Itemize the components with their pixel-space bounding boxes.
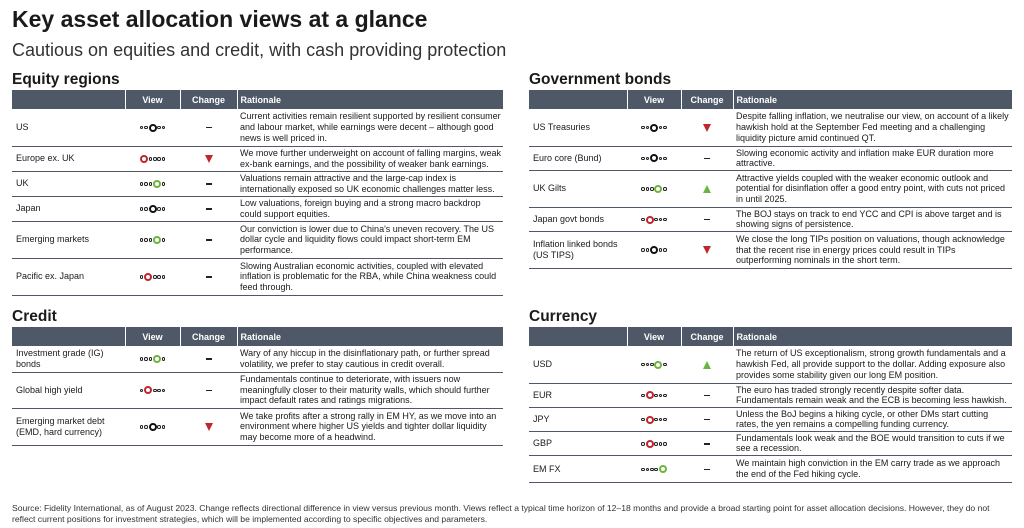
asset-name: USD bbox=[529, 346, 627, 383]
rationale-text: The euro has traded strongly recently despite softer data. Fundamentals remain weak and the ECB is becoming less hawkish. bbox=[733, 383, 1012, 407]
table-row bbox=[12, 346, 503, 372]
view-scale-icon bbox=[139, 273, 165, 281]
view-dot bbox=[646, 468, 650, 472]
view-dot bbox=[663, 442, 667, 446]
section-heading: Credit bbox=[12, 308, 57, 325]
table-row bbox=[529, 456, 1012, 483]
dash-icon bbox=[206, 239, 212, 241]
source-footnote: Source: Fidelity International, as of August 2023. Change reflects directional difference in view versus previous month. Views reflect a typical time horizon of 12–18 months and provide a broad starting point for asset allocation decisions. However, they do not reflect current positions for investment strategies, which will be implemented according to specific objectives and parameters. bbox=[12, 503, 990, 524]
view-active-dot bbox=[149, 205, 157, 213]
view-dot bbox=[646, 126, 650, 130]
view-dot bbox=[650, 363, 654, 367]
view-active-dot bbox=[646, 391, 654, 399]
view-dot bbox=[654, 218, 658, 222]
arrow-up-icon bbox=[703, 185, 711, 193]
col-header-rationale: Rationale bbox=[733, 90, 1012, 109]
view-dot bbox=[654, 468, 658, 472]
view-cell bbox=[627, 231, 681, 268]
table-row bbox=[529, 109, 1012, 146]
arrow-up-icon bbox=[703, 361, 711, 369]
view-dot bbox=[650, 187, 654, 191]
view-dot bbox=[641, 363, 645, 367]
rationale-text: Fundamentals continue to deteriorate, with issuers now meaningfully closer to their maturity walls, which should further impact default rates and ratings migrations. bbox=[237, 372, 503, 408]
col-header-blank bbox=[12, 90, 125, 109]
view-dot bbox=[140, 182, 144, 186]
arrow-down-icon bbox=[703, 124, 711, 132]
view-dot bbox=[641, 218, 645, 222]
asset-name: Emerging market debt (EMD, hard currency) bbox=[12, 408, 125, 445]
dash-icon bbox=[206, 208, 212, 210]
view-active-dot bbox=[149, 124, 157, 132]
table-row bbox=[12, 372, 503, 408]
view-dot bbox=[663, 157, 667, 161]
arrow-down-icon bbox=[703, 246, 711, 254]
col-header-view: View bbox=[627, 90, 681, 109]
view-dot bbox=[659, 126, 663, 130]
view-dot bbox=[663, 248, 667, 252]
view-dot bbox=[162, 238, 166, 242]
dash-icon bbox=[704, 219, 710, 221]
view-active-dot bbox=[140, 155, 148, 163]
change-cell bbox=[180, 346, 237, 372]
view-dot bbox=[153, 157, 157, 161]
col-header-change: Change bbox=[681, 327, 733, 346]
table-row bbox=[529, 407, 1012, 431]
asset-name: Emerging markets bbox=[12, 221, 125, 258]
view-dot bbox=[149, 357, 153, 361]
view-dot bbox=[162, 182, 166, 186]
view-scale-icon bbox=[139, 423, 165, 431]
view-active-dot bbox=[659, 465, 667, 473]
view-dot bbox=[153, 275, 157, 279]
view-active-dot bbox=[153, 180, 161, 188]
view-active-dot bbox=[654, 361, 662, 369]
dash-icon bbox=[704, 469, 710, 471]
col-header-rationale: Rationale bbox=[237, 90, 503, 109]
table-row bbox=[529, 207, 1012, 231]
view-dot bbox=[646, 157, 650, 161]
change-cell bbox=[180, 258, 237, 295]
view-dot bbox=[641, 442, 645, 446]
view-cell bbox=[627, 170, 681, 207]
col-header-change: Change bbox=[681, 90, 733, 109]
views-table bbox=[529, 90, 1012, 269]
rationale-text: Wary of any hiccup in the disinflationary path, or further spread volatility, we prefer to stay cautious in credit overall. bbox=[237, 346, 503, 372]
change-cell bbox=[681, 231, 733, 268]
dash-icon bbox=[206, 276, 212, 278]
view-dot bbox=[140, 238, 144, 242]
view-dot bbox=[162, 157, 166, 161]
arrow-down-icon bbox=[205, 423, 213, 431]
view-scale-icon bbox=[641, 154, 667, 162]
section-heading: Currency bbox=[529, 308, 598, 325]
view-dot bbox=[659, 394, 663, 398]
view-dot bbox=[641, 187, 645, 191]
view-scale-icon bbox=[139, 124, 165, 132]
dash-icon bbox=[206, 127, 212, 129]
col-header-blank bbox=[529, 327, 627, 346]
section-heading: Government bonds bbox=[529, 71, 672, 88]
view-dot bbox=[157, 207, 161, 211]
change-cell bbox=[681, 456, 733, 483]
view-dot bbox=[659, 218, 663, 222]
col-header-view: View bbox=[125, 327, 180, 346]
change-cell bbox=[681, 109, 733, 146]
view-cell bbox=[125, 221, 180, 258]
change-cell bbox=[180, 109, 237, 146]
dash-icon bbox=[206, 390, 212, 392]
view-cell bbox=[627, 207, 681, 231]
view-dot bbox=[646, 187, 650, 191]
view-dot bbox=[144, 126, 148, 130]
view-cell bbox=[627, 109, 681, 146]
rationale-text: Attractive yields coupled with the weaker economic outlook and potential for disinflation offer a good entry point, with cuts not priced in until 2025. bbox=[733, 170, 1012, 207]
col-header-rationale: Rationale bbox=[237, 327, 503, 346]
change-cell bbox=[180, 171, 237, 196]
change-cell bbox=[681, 383, 733, 407]
view-dot bbox=[654, 394, 658, 398]
section-heading: Equity regions bbox=[12, 71, 120, 88]
view-cell bbox=[125, 196, 180, 221]
view-cell bbox=[125, 109, 180, 146]
view-dot bbox=[140, 425, 144, 429]
view-cell bbox=[627, 346, 681, 383]
view-scale-icon bbox=[641, 361, 667, 369]
rationale-text: Slowing Australian economic activities, coupled with elevated inflation is problematic for the RBA, while China weakness could feed through. bbox=[237, 258, 503, 295]
view-dot bbox=[663, 394, 667, 398]
view-cell bbox=[125, 146, 180, 171]
table-row bbox=[12, 196, 503, 221]
view-dot bbox=[641, 157, 645, 161]
view-scale-icon bbox=[641, 416, 667, 424]
asset-name: Global high yield bbox=[12, 372, 125, 408]
dash-icon bbox=[206, 183, 212, 185]
view-dot bbox=[140, 357, 144, 361]
col-header-view: View bbox=[125, 90, 180, 109]
rationale-text: The return of US exceptionalism, strong growth fundamentals and a hawkish Fed, all provide support to the dollar. Adding exposure also provides some stability given our long EM position. bbox=[733, 346, 1012, 383]
view-scale-icon bbox=[139, 205, 165, 213]
view-dot bbox=[663, 363, 667, 367]
table-row bbox=[529, 383, 1012, 407]
view-dot bbox=[157, 389, 161, 393]
col-header-blank bbox=[529, 90, 627, 109]
view-dot bbox=[659, 442, 663, 446]
view-cell bbox=[627, 383, 681, 407]
view-dot bbox=[654, 442, 658, 446]
view-dot bbox=[663, 418, 667, 422]
view-dot bbox=[140, 126, 144, 130]
change-cell bbox=[681, 170, 733, 207]
asset-name: Inflation linked bonds (US TIPS) bbox=[529, 231, 627, 268]
view-active-dot bbox=[646, 440, 654, 448]
asset-name: Investment grade (IG) bonds bbox=[12, 346, 125, 372]
view-dot bbox=[144, 425, 148, 429]
asset-name: GBP bbox=[529, 431, 627, 455]
col-header-view: View bbox=[627, 327, 681, 346]
rationale-text: Unless the BoJ begins a hiking cycle, or other DMs start cutting rates, the yen remains a compelling funding currency. bbox=[733, 407, 1012, 431]
view-dot bbox=[641, 418, 645, 422]
view-cell bbox=[125, 258, 180, 295]
rationale-text: Current activities remain resilient supported by resilient consumer and labour market, while earnings were decent – although good news is well priced in. bbox=[237, 109, 503, 146]
views-table bbox=[529, 327, 1012, 483]
view-cell bbox=[627, 146, 681, 170]
asset-name: Japan bbox=[12, 196, 125, 221]
view-scale-icon bbox=[139, 180, 165, 188]
asset-name: Pacific ex. Japan bbox=[12, 258, 125, 295]
col-header-change: Change bbox=[180, 90, 237, 109]
page-title: Key asset allocation views at a glance bbox=[12, 6, 428, 32]
dash-icon bbox=[704, 395, 710, 397]
table-row bbox=[12, 146, 503, 171]
table-row bbox=[12, 221, 503, 258]
rationale-text: Fundamentals look weak and the BOE would transition to cuts if we see a recession. bbox=[733, 431, 1012, 455]
rationale-text: Our conviction is lower due to China's uneven recovery. The US dollar cycle and liquidity flows could impact short-term EM performance. bbox=[237, 221, 503, 258]
table-row bbox=[12, 258, 503, 295]
view-dot bbox=[157, 126, 161, 130]
view-cell bbox=[627, 456, 681, 483]
table-row bbox=[12, 171, 503, 196]
dash-icon bbox=[206, 358, 212, 360]
view-cell bbox=[125, 372, 180, 408]
view-dot bbox=[646, 363, 650, 367]
change-cell bbox=[180, 146, 237, 171]
rationale-text: Valuations remain attractive and the large-cap index is internationally exposed so UK economic challenges matter less. bbox=[237, 171, 503, 196]
arrow-down-icon bbox=[205, 155, 213, 163]
view-dot bbox=[650, 468, 654, 472]
view-dot bbox=[157, 157, 161, 161]
view-active-dot bbox=[654, 185, 662, 193]
table-row bbox=[529, 346, 1012, 383]
change-cell bbox=[681, 407, 733, 431]
table-row bbox=[529, 170, 1012, 207]
change-cell bbox=[180, 196, 237, 221]
asset-name: JPY bbox=[529, 407, 627, 431]
table-row bbox=[529, 231, 1012, 268]
col-header-change: Change bbox=[180, 327, 237, 346]
view-active-dot bbox=[650, 124, 658, 132]
change-cell bbox=[180, 408, 237, 445]
view-scale-icon bbox=[139, 355, 165, 363]
change-cell bbox=[681, 146, 733, 170]
asset-name: EUR bbox=[529, 383, 627, 407]
view-dot bbox=[162, 389, 166, 393]
views-table bbox=[12, 90, 503, 296]
dash-icon bbox=[704, 158, 710, 160]
view-dot bbox=[659, 418, 663, 422]
view-active-dot bbox=[149, 423, 157, 431]
view-dot bbox=[149, 182, 153, 186]
asset-name: Japan govt bonds bbox=[529, 207, 627, 231]
asset-name: UK bbox=[12, 171, 125, 196]
rationale-text: Despite falling inflation, we neutralise our view, on account of a likely hawkish hold at the September Fed meeting and a challenging liquidity picture amid continued QT. bbox=[733, 109, 1012, 146]
view-dot bbox=[654, 418, 658, 422]
col-header-blank bbox=[12, 327, 125, 346]
view-scale-icon bbox=[641, 124, 667, 132]
rationale-text: We close the long TIPs position on valuations, though acknowledge that the recent rise in energy prices could result in TIPs outperforming nominals in the short term. bbox=[733, 231, 1012, 268]
view-dot bbox=[157, 275, 161, 279]
view-dot bbox=[162, 425, 166, 429]
view-dot bbox=[162, 357, 166, 361]
view-dot bbox=[140, 389, 144, 393]
view-dot bbox=[641, 248, 645, 252]
view-dot bbox=[149, 238, 153, 242]
table-row bbox=[12, 109, 503, 146]
change-cell bbox=[681, 207, 733, 231]
view-active-dot bbox=[153, 236, 161, 244]
view-active-dot bbox=[650, 246, 658, 254]
govt-section bbox=[529, 70, 1012, 269]
view-dot bbox=[153, 389, 157, 393]
view-active-dot bbox=[153, 355, 161, 363]
view-dot bbox=[144, 238, 148, 242]
rationale-text: We maintain high conviction in the EM carry trade as we approach the end of the Fed hiking cycle. bbox=[733, 456, 1012, 483]
view-cell bbox=[627, 407, 681, 431]
view-scale-icon bbox=[641, 216, 667, 224]
views-table bbox=[12, 327, 503, 446]
view-scale-icon bbox=[641, 465, 667, 473]
view-dot bbox=[140, 207, 144, 211]
asset-name: Europe ex. UK bbox=[12, 146, 125, 171]
view-active-dot bbox=[646, 416, 654, 424]
view-dot bbox=[641, 394, 645, 398]
view-scale-icon bbox=[641, 440, 667, 448]
view-scale-icon bbox=[139, 236, 165, 244]
view-scale-icon bbox=[641, 246, 667, 254]
view-dot bbox=[646, 248, 650, 252]
asset-name: US bbox=[12, 109, 125, 146]
view-dot bbox=[144, 182, 148, 186]
view-active-dot bbox=[144, 273, 152, 281]
rationale-text: We take profits after a strong rally in EM HY, as we move into an environment where higher US yields and tighter dollar liquidity may become more of a headwind. bbox=[237, 408, 503, 445]
view-dot bbox=[140, 275, 144, 279]
change-cell bbox=[681, 431, 733, 455]
view-dot bbox=[663, 187, 667, 191]
change-cell bbox=[681, 346, 733, 383]
dash-icon bbox=[704, 443, 710, 445]
view-dot bbox=[162, 207, 166, 211]
rationale-text: The BOJ stays on track to end YCC and CPI is above target and is showing signs of persistence. bbox=[733, 207, 1012, 231]
view-dot bbox=[162, 126, 166, 130]
view-dot bbox=[659, 157, 663, 161]
rationale-text: We move further underweight on account of falling margins, weak ex-bank earnings, and the possibility of weaker bank earnings. bbox=[237, 146, 503, 171]
asset-name: EM FX bbox=[529, 456, 627, 483]
asset-name: UK Gilts bbox=[529, 170, 627, 207]
table-row bbox=[12, 408, 503, 445]
change-cell bbox=[180, 372, 237, 408]
view-dot bbox=[149, 157, 153, 161]
view-dot bbox=[663, 218, 667, 222]
table-row bbox=[529, 431, 1012, 455]
view-scale-icon bbox=[641, 391, 667, 399]
currency-section bbox=[529, 307, 1012, 483]
view-active-dot bbox=[650, 154, 658, 162]
view-cell bbox=[627, 431, 681, 455]
view-cell bbox=[125, 408, 180, 445]
view-scale-icon bbox=[139, 155, 165, 163]
dash-icon bbox=[704, 419, 710, 421]
view-cell bbox=[125, 346, 180, 372]
equity-section bbox=[12, 70, 503, 296]
rationale-text: Slowing economic activity and inflation make EUR duration more attractive. bbox=[733, 146, 1012, 170]
credit-section bbox=[12, 307, 503, 446]
view-dot bbox=[162, 275, 166, 279]
view-dot bbox=[157, 425, 161, 429]
view-active-dot bbox=[144, 386, 152, 394]
page-subtitle: Cautious on equities and credit, with cash providing protection bbox=[12, 40, 507, 60]
rationale-text: Low valuations, foreign buying and a strong macro backdrop could support equities. bbox=[237, 196, 503, 221]
asset-name: Euro core (Bund) bbox=[529, 146, 627, 170]
view-dot bbox=[659, 248, 663, 252]
view-scale-icon bbox=[641, 185, 667, 193]
asset-name: US Treasuries bbox=[529, 109, 627, 146]
view-active-dot bbox=[646, 216, 654, 224]
view-cell bbox=[125, 171, 180, 196]
view-scale-icon bbox=[139, 386, 165, 394]
view-dot bbox=[144, 207, 148, 211]
view-dot bbox=[641, 126, 645, 130]
change-cell bbox=[180, 221, 237, 258]
table-row bbox=[529, 146, 1012, 170]
view-dot bbox=[663, 126, 667, 130]
col-header-rationale: Rationale bbox=[733, 327, 1012, 346]
view-dot bbox=[144, 357, 148, 361]
view-dot bbox=[641, 468, 645, 472]
